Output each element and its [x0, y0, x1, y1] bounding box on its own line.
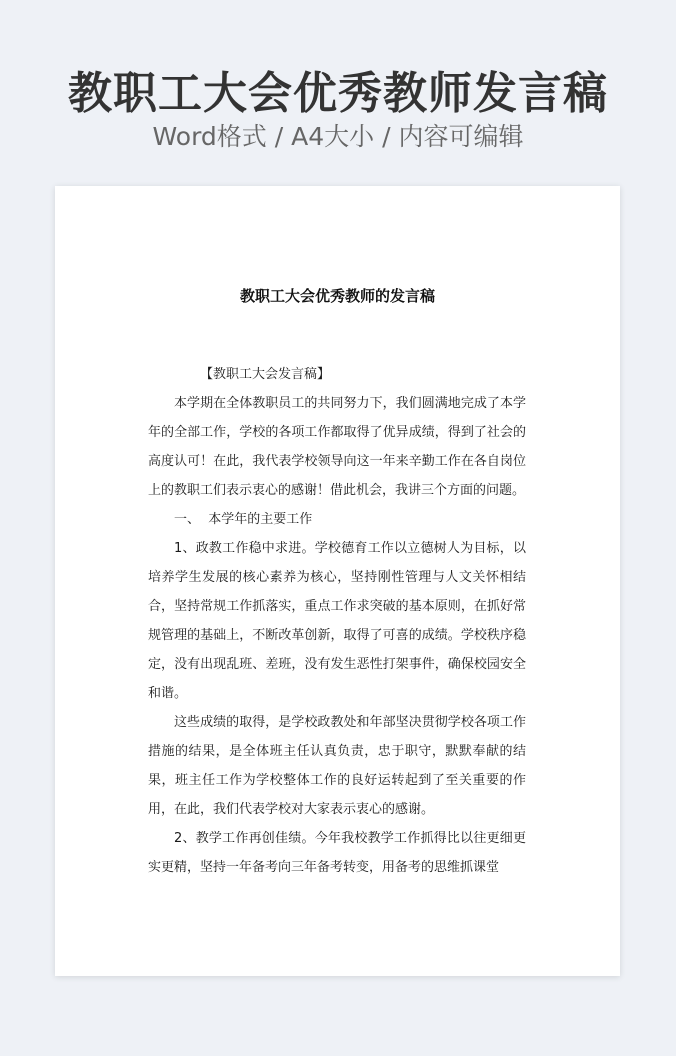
paragraph-intro: 本学期在全体教职员工的共同努力下，我们圆满地完成了本学年的全部工作，学校的各项工作都取得了优异成绩，得到了社会的高度认可！在此，我代表学校领导向这一年来辛勤工作在各自岗位上的教职工们表示衷心的感谢！借此机会，我讲三个方面的问题。 [148, 396, 526, 498]
section-label: 【教职工大会发言稿】 [200, 367, 331, 382]
paragraph-political-work: 1、政教工作稳中求进。学校德育工作以立德树人为目标，以培养学生发展的核心素养为核心，坚持刚性管理与人文关怀相结合，坚持常规工作抓落实，重点工作求突破的基本原则，在抓好常规管理的基础上，不断改革创新，取得了可喜的成绩。学校秩序稳定，没有出现乱班、差班，没有发生恶性打架事件，确保校园安全和谐。 [148, 541, 526, 701]
paragraph-teaching-work: 2、教学工作再创佳绩。今年我校教学工作抓得比以往更细更实更精，坚持一年备考向三年备考转变，用备考的思维抓课堂 [148, 831, 526, 875]
paragraph-achievements: 这些成绩的取得，是学校政教处和年部坚决贯彻学校各项工作措施的结果，是全体班主任认真负责，忠于职守，默默奉献的结果，班主任工作为学校整体工作的良好运转起到了至关重要的作用，在此，我们代表学校对大家表示衷心的感谢。 [148, 715, 526, 817]
document-title: 教职工大会优秀教师的发言稿 [239, 287, 435, 305]
banner-subtitle: Word格式 / A4大小 / 内容可编辑 [152, 122, 524, 151]
document-body [148, 360, 526, 882]
section-heading-1: 一、 本学年的主要工作 [174, 512, 313, 527]
document-page [55, 186, 620, 976]
banner-title: 教职工大会优秀教师发言稿 [68, 68, 608, 119]
